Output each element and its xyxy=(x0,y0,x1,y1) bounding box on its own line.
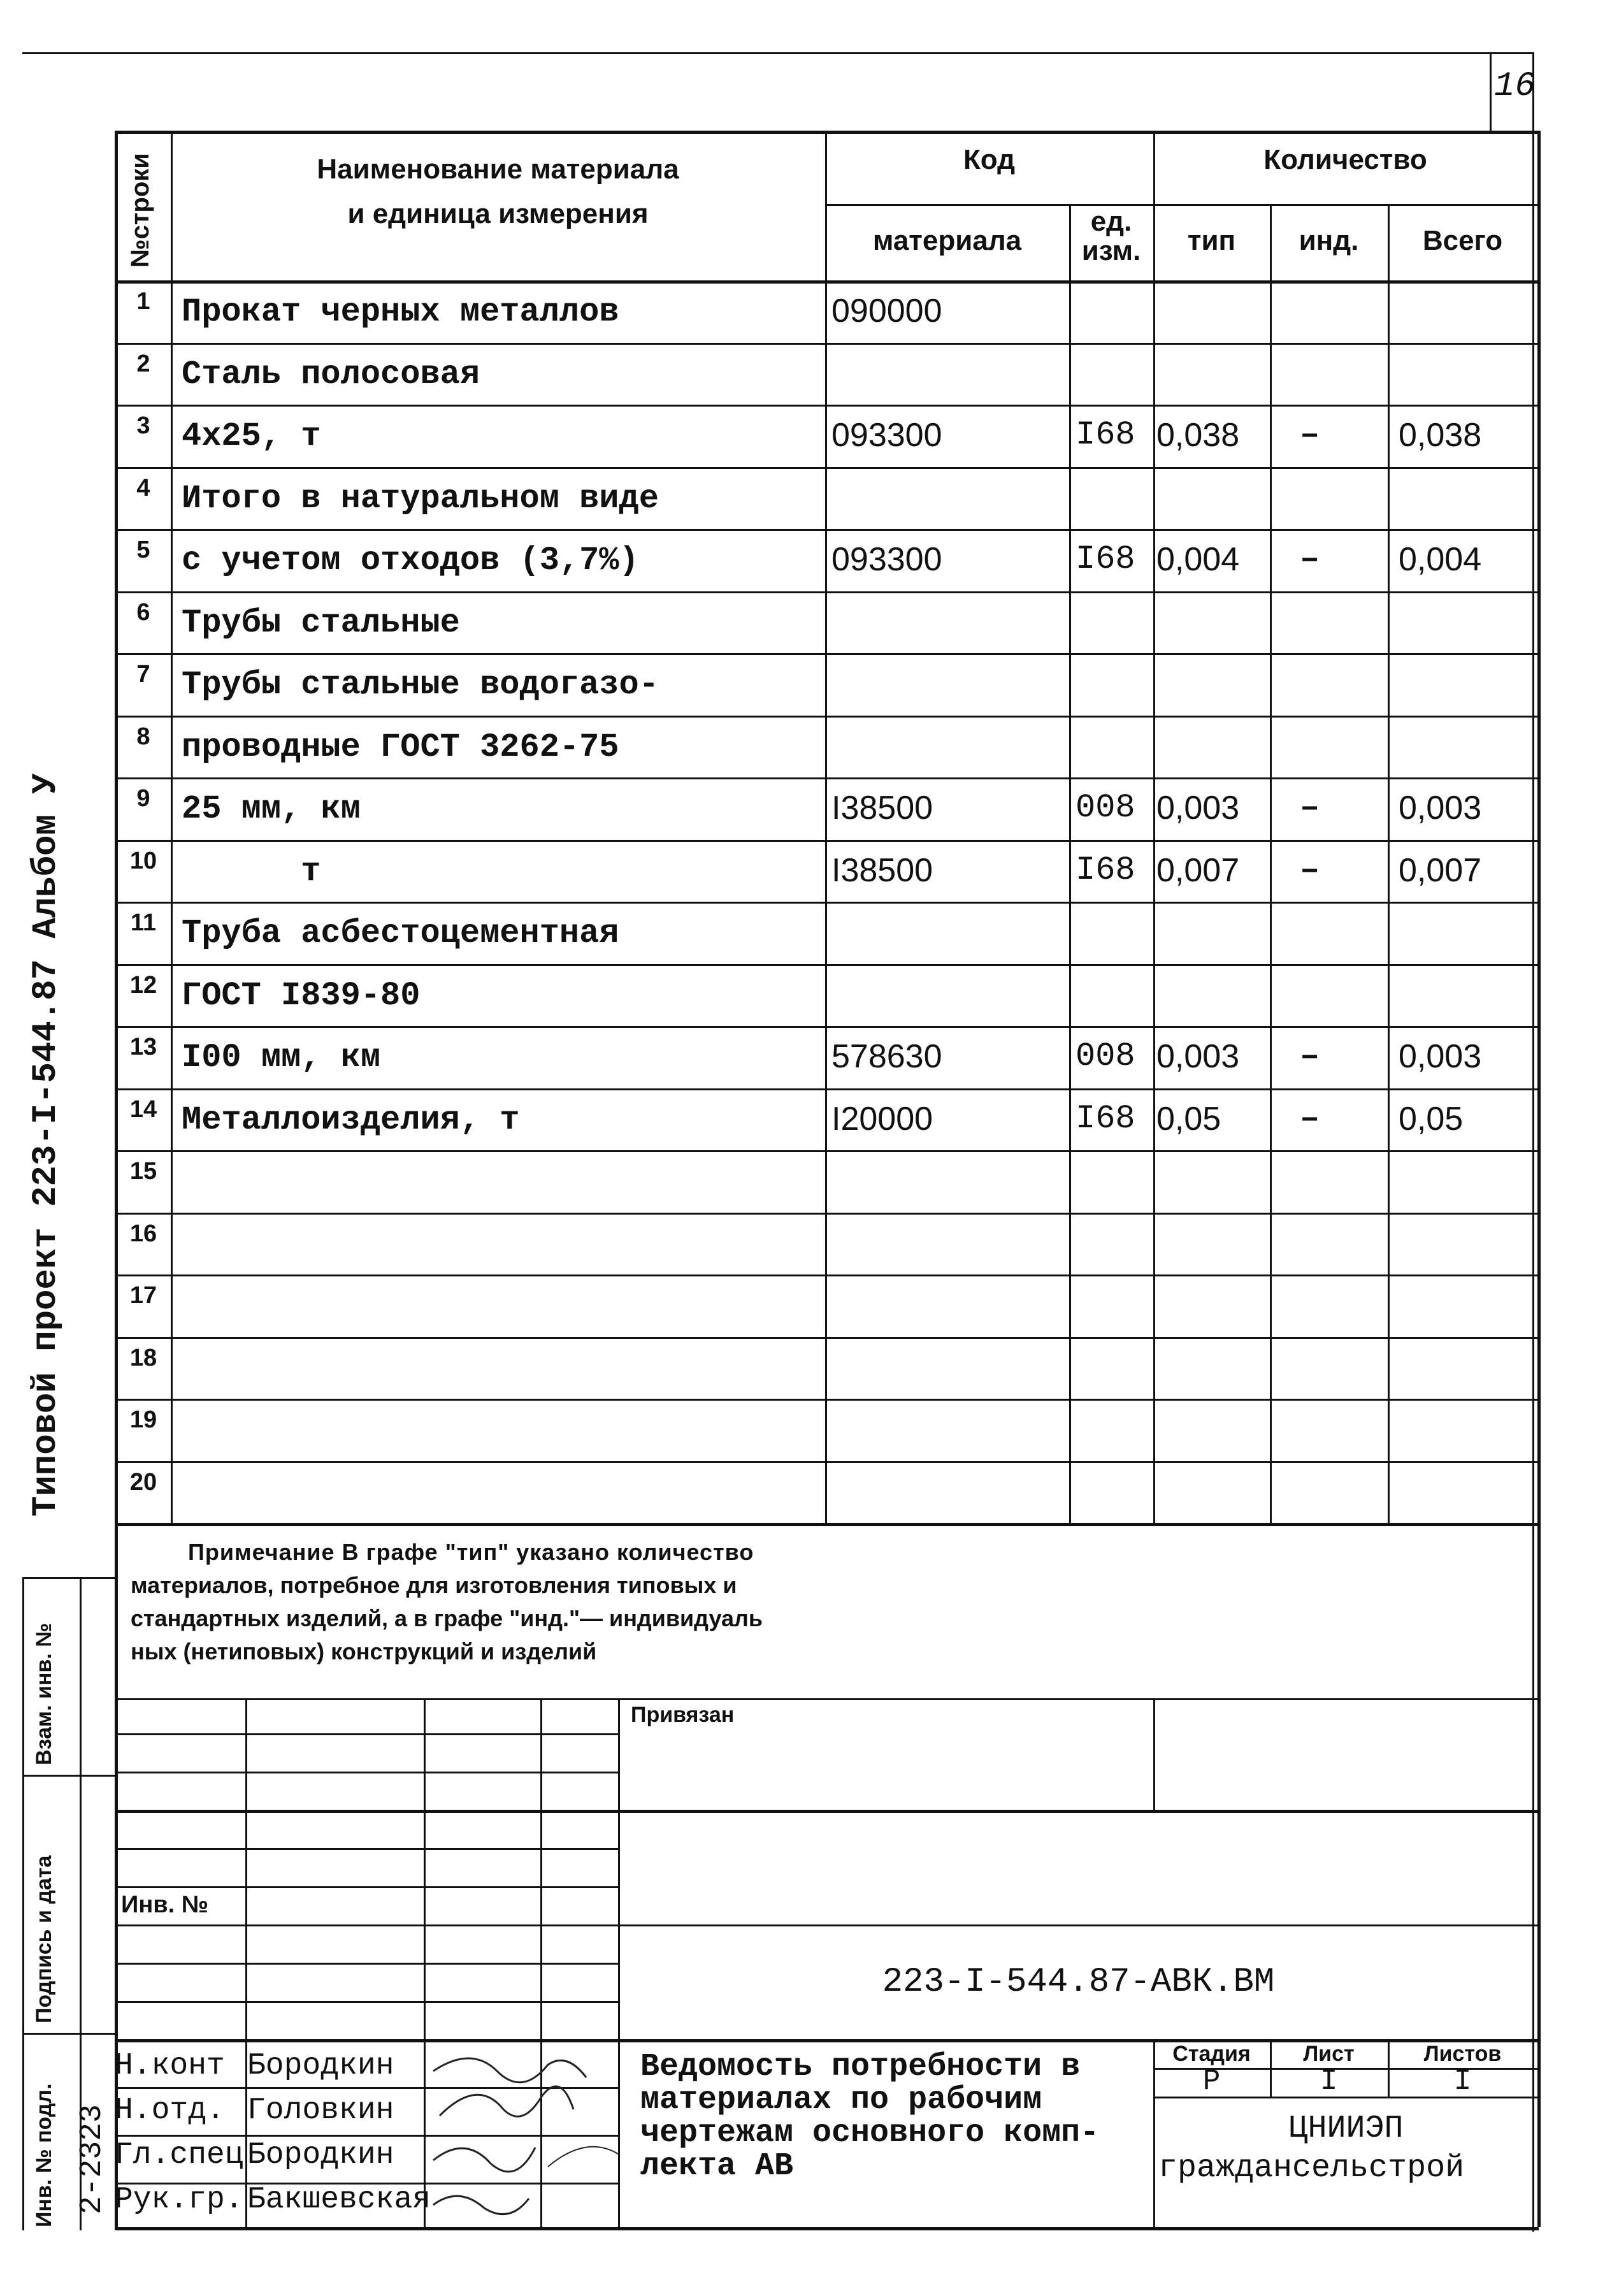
qty-type: 0,007 xyxy=(1156,852,1240,889)
row-number: 3 xyxy=(136,412,150,439)
material-name: Прокат черных металлов xyxy=(182,293,619,331)
stamp-h2 xyxy=(115,1772,618,1773)
col-line-ind xyxy=(1388,204,1390,1523)
row-line xyxy=(115,840,1539,842)
col-line-no xyxy=(171,131,173,1523)
stamp-h6 xyxy=(115,1924,1539,1926)
stamp-h3 xyxy=(115,1810,1539,1813)
inv-no-label: Инв. № xyxy=(121,1891,209,1918)
row-line xyxy=(115,902,1539,904)
row-number: 8 xyxy=(136,723,150,750)
signatory-role: Гл.спец xyxy=(115,2138,243,2172)
qty-header: Количество xyxy=(1263,144,1427,175)
unit-code: 008 xyxy=(1076,789,1135,827)
qty-type: 0,003 xyxy=(1156,790,1240,827)
row-line xyxy=(115,777,1539,779)
material-name: Труба асбестоцементная xyxy=(182,914,619,952)
stage-label: Стадия xyxy=(1172,2042,1251,2066)
row-number: 14 xyxy=(129,1096,157,1123)
row-line xyxy=(115,1213,1539,1215)
row-no-header: №строки xyxy=(126,153,154,268)
qty-ind: – xyxy=(1300,1037,1320,1075)
doc-code: 223-I-544.87-АВК.ВМ xyxy=(882,1963,1275,2002)
material-code: 090000 xyxy=(831,292,942,329)
signatory-name: Бородкин xyxy=(247,2138,394,2172)
material-name: с учетом отходов (3,7%) xyxy=(182,542,639,579)
material-name: проводные ГОСТ 3262-75 xyxy=(182,728,619,766)
code-material-header: материала xyxy=(872,225,1022,256)
qty-ind: – xyxy=(1300,540,1320,578)
signatory-role: Н.конт xyxy=(115,2049,225,2083)
material-name: т xyxy=(182,853,321,890)
row-number: 13 xyxy=(129,1034,157,1060)
podpis-label: Подпись и дата xyxy=(32,1855,56,2023)
row-number: 1 xyxy=(136,288,150,315)
unit-code: I68 xyxy=(1076,416,1135,454)
stamp-top xyxy=(115,1698,1539,1700)
row-number: 17 xyxy=(129,1282,157,1309)
qty-ind-header: инд. xyxy=(1299,225,1359,256)
sheets-value: I xyxy=(1453,2065,1472,2098)
signatory-role: Н.отд. xyxy=(115,2093,225,2128)
organization: ЦНИИЭП граждансельстрой xyxy=(1158,2111,1465,2186)
col-line-code xyxy=(1069,204,1071,1523)
material-name: 25 мм, км xyxy=(182,790,361,828)
qty-total: 0,038 xyxy=(1399,417,1482,454)
unit-code: 008 xyxy=(1076,1037,1135,1075)
row-line xyxy=(115,529,1539,531)
signatory-name: Бородкин xyxy=(247,2049,394,2083)
row-number: 10 xyxy=(129,848,157,874)
inv-podl-value: 2-2323 xyxy=(75,2104,110,2214)
col-line-unit xyxy=(1153,131,1155,1523)
material-name: Металлоизделия, т xyxy=(182,1101,520,1139)
stamp-h4 xyxy=(115,1848,618,1850)
sheet-number-divider xyxy=(1490,52,1492,132)
qty-ind: – xyxy=(1300,1100,1320,1137)
header-subline xyxy=(825,204,1537,206)
side-strip-left xyxy=(22,1577,24,2230)
material-name: 4х25, т xyxy=(182,417,321,455)
qty-total: 0,003 xyxy=(1399,790,1482,827)
stamp-h5 xyxy=(115,1886,618,1888)
row-number: 12 xyxy=(129,972,157,999)
row-line xyxy=(115,1399,1539,1401)
qty-total: 0,004 xyxy=(1399,541,1482,578)
qty-type: 0,05 xyxy=(1156,1101,1221,1137)
row-line xyxy=(115,591,1539,593)
signatory-name: Бакшевская xyxy=(247,2183,431,2217)
vzam-label: Взам. инв. № xyxy=(32,1622,56,1765)
side-strip-sep2 xyxy=(22,2033,115,2035)
material-name: Трубы стальные водогазо- xyxy=(182,666,659,704)
sheets-label: Листов xyxy=(1423,2042,1502,2066)
qty-type: 0,003 xyxy=(1156,1038,1240,1075)
stamp-bottom xyxy=(115,2227,1539,2230)
stamp-h1 xyxy=(115,1733,618,1735)
sheet-number: 16 xyxy=(1494,67,1536,106)
note: Примечание В графе "тип" указано количество материалов, потребное для изготовления типовых и стандартных изделий, а в графе "инд."— индивидуаль ных (нетиповых) конструкций и изделий xyxy=(131,1539,763,1664)
code-unit-header: ед. изм. xyxy=(1081,206,1141,266)
qty-type-header: тип xyxy=(1187,225,1236,256)
row-number: 4 xyxy=(136,475,150,502)
name-header: Наименование материала и единица измерения xyxy=(317,154,679,229)
row-line xyxy=(115,1337,1539,1339)
qty-ind: – xyxy=(1300,416,1320,454)
stamp-col5-top xyxy=(1153,1698,1155,1810)
row-line xyxy=(115,1150,1539,1152)
stamp-h7 xyxy=(115,1963,618,1965)
code-header: Код xyxy=(963,144,1016,175)
row-number: 6 xyxy=(136,599,150,626)
qty-total: 0,05 xyxy=(1399,1101,1464,1137)
table-top xyxy=(115,131,1541,134)
qty-ind: – xyxy=(1300,789,1320,827)
row-number: 16 xyxy=(129,1220,157,1247)
material-code: I38500 xyxy=(831,790,933,827)
row-line xyxy=(115,716,1539,718)
row-number: 9 xyxy=(136,785,150,812)
signatory-role: Рук.гр. xyxy=(115,2183,243,2217)
row-line xyxy=(115,467,1539,469)
row-number: 18 xyxy=(129,1345,157,1371)
material-name: ГОСТ I839-80 xyxy=(182,977,421,1014)
right-frame xyxy=(1537,131,1541,2227)
row-number: 2 xyxy=(136,350,150,377)
row-number: 5 xyxy=(136,537,150,563)
qty-total: 0,007 xyxy=(1399,852,1482,889)
row-line xyxy=(115,405,1539,407)
sheet-value: I xyxy=(1320,2065,1338,2098)
material-code: 578630 xyxy=(831,1038,942,1075)
album-label: Типовой проект 223-I-544.87 Альбом У xyxy=(27,773,66,1517)
right-border xyxy=(1532,52,1534,2232)
sheet-label: Лист xyxy=(1303,2042,1355,2066)
material-name: I00 мм, км xyxy=(182,1039,381,1076)
top-border xyxy=(22,52,1532,54)
row-line xyxy=(115,1026,1539,1028)
row-number: 7 xyxy=(136,661,150,688)
signatory-name: Головкин xyxy=(247,2093,394,2128)
row-line xyxy=(115,1274,1539,1276)
unit-code: I68 xyxy=(1076,540,1135,578)
material-name: Трубы стальные xyxy=(182,604,460,642)
privyazan-label: Привязан xyxy=(631,1703,735,1727)
material-code: I20000 xyxy=(831,1101,933,1137)
stage-value: Р xyxy=(1202,2065,1221,2098)
row-number: 15 xyxy=(129,1158,157,1185)
qty-total: 0,003 xyxy=(1399,1038,1482,1075)
material-code: 093300 xyxy=(831,417,942,454)
row-number: 11 xyxy=(130,909,157,936)
qty-total-header: Всего xyxy=(1422,225,1503,256)
inv-podl-label: Инв. № подл. xyxy=(32,2083,56,2227)
unit-code: I68 xyxy=(1076,851,1135,889)
side-strip-sep1 xyxy=(22,1775,115,1777)
col-line-name xyxy=(825,131,827,1523)
row-line xyxy=(115,1088,1539,1090)
row-line xyxy=(115,964,1539,966)
row-line xyxy=(115,1461,1539,1463)
stamp-h8 xyxy=(115,2001,618,2003)
document-title: Ведомость потребности в материалах по рабочим чертежам основного комп- лекта АВ xyxy=(640,2049,1100,2184)
qty-type: 0,004 xyxy=(1156,541,1240,578)
header-bottom xyxy=(115,280,1539,284)
material-name: Сталь полосовая xyxy=(182,356,480,393)
material-code: I38500 xyxy=(831,852,933,889)
row-number: 20 xyxy=(129,1469,157,1496)
signatures-image xyxy=(421,2039,624,2230)
row-line xyxy=(115,343,1539,345)
side-strip-top xyxy=(22,1577,115,1579)
qty-ind: – xyxy=(1300,851,1320,889)
qty-type: 0,038 xyxy=(1156,417,1240,454)
material-code: 093300 xyxy=(831,541,942,578)
material-name: Итого в натуральном виде xyxy=(182,480,659,517)
row-line xyxy=(115,653,1539,655)
unit-code: I68 xyxy=(1076,1100,1135,1137)
row-number: 19 xyxy=(129,1406,157,1433)
col-line-typ xyxy=(1270,204,1272,1523)
table-bottom xyxy=(115,1523,1539,1526)
